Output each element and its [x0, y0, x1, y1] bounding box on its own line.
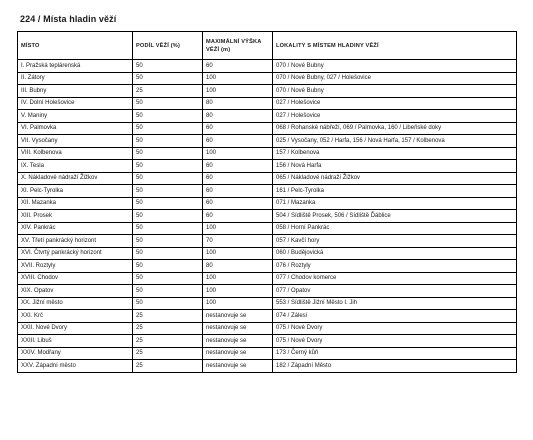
- cell-place: VII. Vysočany: [18, 135, 133, 148]
- cell-share: 50: [133, 210, 203, 223]
- cell-place: XII. Mazanka: [18, 197, 133, 210]
- cell-max-height: 60: [203, 185, 273, 198]
- cell-share: 50: [133, 110, 203, 123]
- cell-localities: 553 / Sídliště Jižní Město I. Jih: [273, 297, 517, 310]
- table-row: [18, 97, 517, 110]
- cell-max-height: nestanovuje se: [203, 322, 273, 335]
- cell-max-height: 60: [203, 135, 273, 148]
- cell-share: 25: [133, 347, 203, 360]
- cell-localities: 027 / Holešovice: [273, 110, 517, 123]
- table-row: [18, 160, 517, 173]
- cell-share: 50: [133, 247, 203, 260]
- table-row: [18, 197, 517, 210]
- cell-place: VIII. Kolbenova: [18, 147, 133, 160]
- table-body: [18, 60, 517, 373]
- header-localities: LOKALITY S MÍSTEM HLADINY VĚŽÍ: [273, 32, 517, 60]
- cell-share: 50: [133, 235, 203, 248]
- cell-place: I. Pražská teplárenská: [18, 60, 133, 73]
- cell-share: 50: [133, 260, 203, 273]
- cell-share: 50: [133, 222, 203, 235]
- table-row: [18, 60, 517, 73]
- table-title: 224 / Místa hladin věží: [20, 14, 117, 24]
- cell-place: X. Nákladové nádraží Žižkov: [18, 172, 133, 185]
- cell-localities: 057 / Kavčí hory: [273, 235, 517, 248]
- cell-localities: 065 / Nákladové nádraží Žižkov: [273, 172, 517, 185]
- cell-max-height: 60: [203, 160, 273, 173]
- header-row: [18, 32, 517, 60]
- cell-max-height: 100: [203, 285, 273, 298]
- cell-max-height: 80: [203, 110, 273, 123]
- cell-localities: 077 / Chodov komerce: [273, 272, 517, 285]
- cell-place: IV. Dolní Holešovice: [18, 97, 133, 110]
- cell-localities: 070 / Nové Bubny: [273, 60, 517, 73]
- cell-max-height: nestanovuje se: [203, 347, 273, 360]
- cell-max-height: 100: [203, 147, 273, 160]
- cell-place: XVIII. Chodov: [18, 272, 133, 285]
- cell-localities: 025 / Vysočany, 052 / Harfa, 156 / Nová Harfa, 157 / Kolbenova: [273, 135, 517, 148]
- cell-share: 50: [133, 97, 203, 110]
- cell-localities: 070 / Nové Bubny: [273, 85, 517, 98]
- header-place: MÍSTO: [18, 32, 133, 60]
- cell-localities: 161 / Pelc-Tyrolka: [273, 185, 517, 198]
- cell-place: XV. Třetí pankrácký horizont: [18, 235, 133, 248]
- cell-max-height: nestanovuje se: [203, 360, 273, 373]
- cell-share: 50: [133, 160, 203, 173]
- cell-share: 25: [133, 360, 203, 373]
- cell-max-height: 70: [203, 235, 273, 248]
- cell-localities: 075 / Nové Dvory: [273, 322, 517, 335]
- cell-max-height: 100: [203, 247, 273, 260]
- cell-max-height: nestanovuje se: [203, 335, 273, 348]
- cell-localities: 156 / Nová Harfa: [273, 160, 517, 173]
- cell-share: 50: [133, 285, 203, 298]
- cell-place: XIII. Prosek: [18, 210, 133, 223]
- header-max-height: MAXIMÁLNÍ VÝŠKA VĚŽÍ (m): [203, 32, 273, 60]
- table-row: [18, 135, 517, 148]
- cell-localities: 075 / Nové Dvory: [273, 335, 517, 348]
- cell-share: 50: [133, 197, 203, 210]
- cell-localities: 504 / Sídliště Prosek, 506 / Sídliště Ďáblice: [273, 210, 517, 223]
- table-row: [18, 172, 517, 185]
- cell-place: XIX. Opatov: [18, 285, 133, 298]
- table-row: [18, 110, 517, 123]
- cell-localities: 058 / Horní Pankrác: [273, 222, 517, 235]
- table-row: [18, 285, 517, 298]
- cell-max-height: 60: [203, 60, 273, 73]
- cell-max-height: 100: [203, 297, 273, 310]
- header-share: PODÍL VĚŽÍ (%): [133, 32, 203, 60]
- cell-place: XIV. Pankrác: [18, 222, 133, 235]
- cell-max-height: 60: [203, 197, 273, 210]
- cell-place: XI. Pelc-Tyrolka: [18, 185, 133, 198]
- cell-share: 50: [133, 72, 203, 85]
- cell-share: 25: [133, 335, 203, 348]
- cell-share: 50: [133, 60, 203, 73]
- table-row: [18, 235, 517, 248]
- cell-localities: 068 / Rohanské nábřeží, 069 / Palmovka, 160 / Libeňské doky: [273, 122, 517, 135]
- towers-table: [17, 31, 517, 373]
- cell-localities: 182 / Západní Město: [273, 360, 517, 373]
- table-row: [18, 210, 517, 223]
- table-row: [18, 347, 517, 360]
- cell-share: 50: [133, 185, 203, 198]
- cell-localities: 060 / Budějovická: [273, 247, 517, 260]
- table-row: [18, 185, 517, 198]
- cell-place: XVII. Roztyly: [18, 260, 133, 273]
- cell-max-height: 80: [203, 260, 273, 273]
- cell-place: VI. Palmovka: [18, 122, 133, 135]
- cell-place: V. Maniny: [18, 110, 133, 123]
- cell-place: XX. Jižní město: [18, 297, 133, 310]
- cell-max-height: nestanovuje se: [203, 310, 273, 323]
- table-row: [18, 360, 517, 373]
- cell-place: XXIV. Modřany: [18, 347, 133, 360]
- cell-max-height: 60: [203, 210, 273, 223]
- cell-localities: 173 / Černý kůň: [273, 347, 517, 360]
- cell-share: 50: [133, 122, 203, 135]
- cell-share: 50: [133, 147, 203, 160]
- cell-place: XXII. Nové Dvory: [18, 322, 133, 335]
- table-row: [18, 272, 517, 285]
- table-row: [18, 247, 517, 260]
- cell-share: 50: [133, 272, 203, 285]
- cell-max-height: 100: [203, 85, 273, 98]
- cell-share: 25: [133, 322, 203, 335]
- table-row: [18, 322, 517, 335]
- cell-localities: 076 / Roztyly: [273, 260, 517, 273]
- cell-place: XXV. Západní město: [18, 360, 133, 373]
- cell-place: XXI. Krč: [18, 310, 133, 323]
- table-row: [18, 260, 517, 273]
- cell-place: IX. Tesla: [18, 160, 133, 173]
- cell-max-height: 100: [203, 272, 273, 285]
- cell-share: 50: [133, 297, 203, 310]
- cell-max-height: 80: [203, 97, 273, 110]
- cell-localities: 157 / Kolbenova: [273, 147, 517, 160]
- cell-share: 25: [133, 310, 203, 323]
- table-row: [18, 310, 517, 323]
- cell-max-height: 100: [203, 222, 273, 235]
- cell-localities: 077 / Opatov: [273, 285, 517, 298]
- cell-place: XVI. Čtvrtý pankrácký horizont: [18, 247, 133, 260]
- cell-share: 25: [133, 85, 203, 98]
- table-row: [18, 297, 517, 310]
- cell-place: III. Bubny: [18, 85, 133, 98]
- table-row: [18, 147, 517, 160]
- table-row: [18, 122, 517, 135]
- cell-place: II. Zátory: [18, 72, 133, 85]
- cell-max-height: 60: [203, 172, 273, 185]
- table-row: [18, 72, 517, 85]
- table-row: [18, 222, 517, 235]
- cell-localities: 074 / Zálesí: [273, 310, 517, 323]
- table-row: [18, 335, 517, 348]
- cell-localities: 071 / Mazanka: [273, 197, 517, 210]
- cell-place: XXIII. Libuš: [18, 335, 133, 348]
- cell-max-height: 100: [203, 72, 273, 85]
- table-row: [18, 85, 517, 98]
- cell-localities: 070 / Nové Bubny, 027 / Holešovice: [273, 72, 517, 85]
- cell-max-height: 60: [203, 122, 273, 135]
- cell-share: 50: [133, 172, 203, 185]
- cell-share: 50: [133, 135, 203, 148]
- cell-localities: 027 / Holešovice: [273, 97, 517, 110]
